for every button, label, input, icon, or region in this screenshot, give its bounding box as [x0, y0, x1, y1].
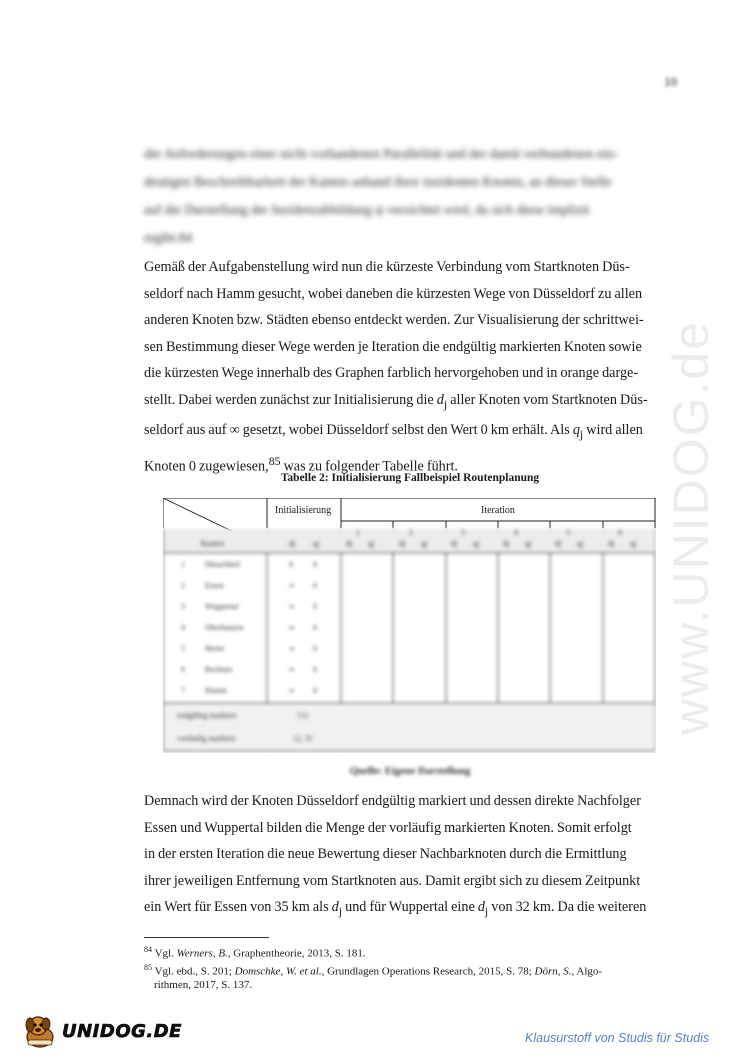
row-dj: ∞ [289, 665, 295, 674]
header-qj: qj [313, 539, 320, 548]
paragraph-line: anderen Knoten bzw. Städten ebenso entdeckt werden. Zur Visualisierung der schrittwei- [144, 312, 644, 329]
text-run: von 32 km. Da die weiteren [488, 899, 647, 916]
row-qj: 0 [313, 686, 317, 695]
variable: d [477, 899, 485, 916]
text-run: was zu folgender Tabelle führt. [280, 458, 458, 475]
subscript: j [579, 427, 584, 442]
final-marked-value: {1} [297, 711, 309, 720]
row-city: Essen [205, 581, 224, 590]
prelim-marked-value: {2, 3} [293, 734, 313, 743]
text-run: ein Wert für Essen von 35 km als [144, 899, 332, 916]
author: Werners, B., [176, 947, 231, 960]
logo-text: UNIDOG.DE [62, 1020, 182, 1042]
blurred-line: deutigen Beschreibbarkeit der Kanten anhand ihrer inzidenten Knoten, an dieser Stelle [144, 174, 612, 189]
row-num: 1 [181, 560, 185, 569]
row-qj: 0 [313, 665, 317, 674]
row-dj: ∞ [289, 602, 295, 611]
paragraph-line [144, 417, 679, 447]
paragraph-line: die kürzesten Wege innerhalb des Graphen farblich hervorgehoben und in orange darge- [144, 365, 639, 382]
iteration-number: 6 [618, 528, 622, 537]
paragraph-line: sen Bestimmung dieser Wege werden je Iteration die endgültig markierten Knoten sowie [144, 338, 642, 355]
header-initialisation: Initialisierung [275, 505, 332, 516]
row-dj: ∞ [289, 644, 295, 653]
row-qj: 0 [313, 560, 317, 569]
row-qj: 0 [313, 581, 317, 590]
paragraph-line [144, 894, 679, 924]
iter-header-qj: qj [473, 539, 480, 548]
routing-table [163, 498, 656, 753]
author: Dörn, S., [534, 965, 575, 978]
row-city: Wuppertal [205, 602, 239, 611]
text-run: Vgl. ebd., S. 201; [154, 965, 235, 978]
iter-header-dj: dj [503, 539, 510, 548]
dog-mascot-icon [20, 1013, 60, 1049]
paragraph-line: Essen und Wuppertal bilden die Menge der vorläufig markierten Knoten. Somit erfolgt [144, 819, 632, 836]
table-caption: Tabelle 2: Initialisierung Fallbeispiel Routenplanung [280, 472, 540, 484]
iteration-number: 2 [409, 528, 413, 537]
row-dj: 0 [289, 560, 293, 569]
row-qj: 0 [313, 602, 317, 611]
blurred-line: der Anforderungen einer nicht vorhandenen Parallelität und der damit verbundenen ein- [144, 146, 618, 161]
row-num: 3 [181, 602, 185, 611]
row-num: 2 [181, 581, 185, 590]
iter-header-dj: dj [346, 539, 353, 548]
variable: q [572, 422, 580, 439]
footnotes [144, 943, 679, 992]
footnote-85 [144, 961, 679, 993]
iter-header-qj: qj [525, 539, 532, 548]
row-city: Hamm [205, 686, 227, 695]
author: Domschke, W. et al., [234, 965, 325, 978]
iter-header-qj: qj [421, 539, 428, 548]
row-dj: ∞ [289, 686, 295, 695]
row-num: 4 [181, 623, 185, 632]
row-qj: 0 [313, 644, 317, 653]
row-city: Bochum [205, 665, 233, 674]
blurred-line: auf die Darstellung der Inzidenzabbildung ψ verzichtet wird, da sich diese implizit [144, 202, 590, 217]
footnote-84 [144, 943, 679, 961]
paragraph-line: Demnach wird der Knoten Düsseldorf endgültig markiert und dessen direkte Nachfolger [144, 793, 641, 809]
final-marked-label: endgültig markiert [177, 711, 237, 720]
paragraph-line: seldorf nach Hamm gesucht, wobei daneben die kürzesten Wege von Düsseldorf zu allen [144, 285, 643, 302]
text-run: Grundlagen Operations Research, 2015, S. 78; [324, 965, 535, 978]
footnote-ref[interactable]: 85 [268, 453, 281, 468]
text-run: Knoten 0 zugewiesen, [144, 458, 269, 475]
row-num: 7 [181, 686, 185, 695]
iter-header-dj: dj [399, 539, 406, 548]
text-run: Vgl. [154, 947, 177, 960]
row-dj: ∞ [289, 623, 295, 632]
footnote-rule [144, 937, 269, 938]
text-run: seldorf aus auf ∞ gesetzt, wobei Düsseldorf selbst den Wert 0 km erhält. Als [144, 422, 573, 439]
paragraph-line: Gemäß der Aufgabenstellung wird nun die kürzeste Verbindung vom Startknoten Düs- [144, 259, 630, 275]
iter-header-qj: qj [630, 539, 637, 548]
prelim-marked-label: vorläufig markiert [177, 734, 236, 743]
row-city: Herne [205, 644, 225, 653]
iteration-number: 5 [566, 528, 570, 537]
iter-header-dj: dj [608, 539, 615, 548]
text-run: Graphentheorie, 2013, S. 181. [230, 947, 366, 960]
iter-header-dj: dj [451, 539, 458, 548]
variable: d [436, 391, 444, 408]
row-dj: ∞ [289, 581, 295, 590]
text-run: stellt. Dabei werden zunächst zur Initialisierung die [144, 391, 437, 408]
paragraph-line: ihrer jeweiligen Entfernung vom Startknoten aus. Damit ergibt sich zu diesem Zeitpunkt [144, 872, 641, 889]
slogan: Klausurstoff von Studis für Studis [525, 1031, 710, 1045]
paragraph-line [144, 387, 679, 417]
unidog-logo[interactable] [20, 1012, 182, 1050]
page-number: 10 [664, 74, 677, 89]
row-city: Düsseldorf [205, 560, 241, 569]
iter-header-qj: qj [577, 539, 584, 548]
paragraph-2 [144, 788, 679, 925]
row-num: 6 [181, 665, 185, 674]
table-source: Quelle: Eigene Darstellung [349, 766, 471, 777]
watermark: www.UNIDOG.de [663, 320, 719, 735]
iteration-number: 3 [461, 528, 465, 537]
text-run: wird allen [583, 422, 643, 439]
footnote-number: 84 [144, 945, 152, 954]
row-city: Oberhausen [205, 623, 244, 632]
row-num: 5 [181, 644, 185, 653]
header-kanten: Kanten [201, 539, 225, 548]
paragraph-1 [144, 254, 679, 480]
header-iteration: Iteration [481, 505, 515, 516]
text-run: aller Knoten vom Startknoten Düs- [447, 391, 648, 408]
variable: d [331, 899, 339, 916]
row-qj: 0 [313, 623, 317, 632]
text-run: und für Wuppertal eine [342, 899, 478, 916]
iter-header-dj: dj [555, 539, 562, 548]
iteration-number: 1 [356, 528, 360, 537]
paragraph-line: in der ersten Iteration die neue Bewertung dieser Nachbarknoten durch die Ermittlung [144, 846, 627, 863]
subscript: j [484, 904, 489, 919]
subscript: j [338, 904, 343, 919]
iter-header-qj: qj [368, 539, 375, 548]
text-run: Algo- [574, 965, 603, 978]
iteration-number: 4 [514, 528, 518, 537]
subscript: j [443, 396, 448, 411]
blurred-paragraph [144, 140, 679, 252]
blurred-line: ergibt.84 [144, 230, 193, 245]
text-run: rithmen, 2017, S. 137. [154, 979, 253, 992]
footnote-number: 85 [144, 962, 152, 972]
header-dj: dj [289, 539, 296, 548]
